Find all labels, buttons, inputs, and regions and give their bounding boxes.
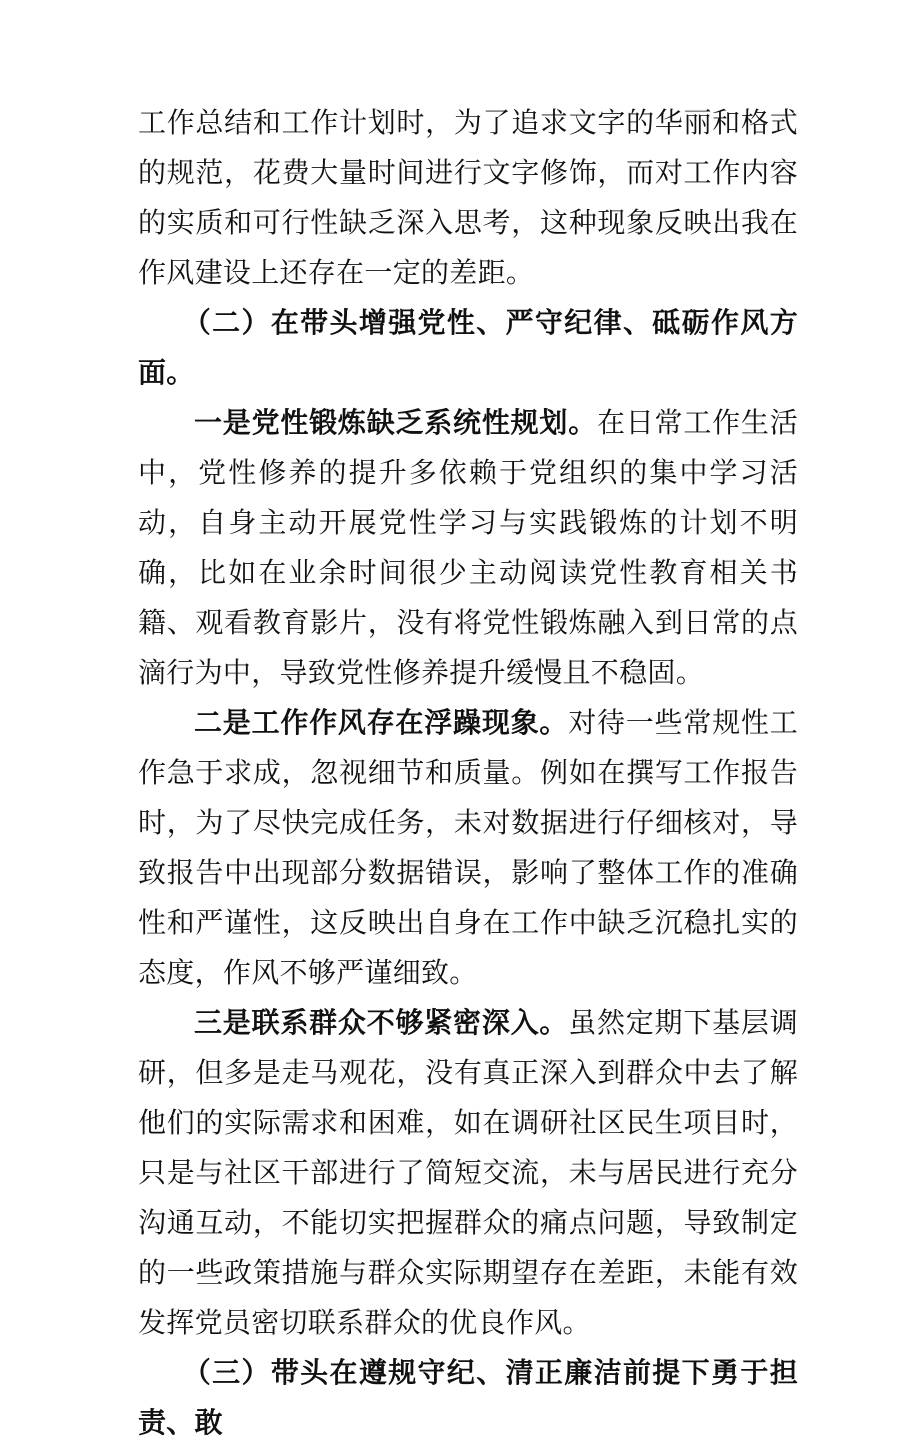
- paragraph-point-1: [138, 398, 798, 698]
- document-body: [138, 98, 798, 1448]
- point-3-lead: 三是联系群众不够紧密深入。: [194, 1006, 569, 1039]
- point-3-body: 虽然定期下基层调研，但多是走马观花，没有真正深入到群众中去了解他们的实际需求和困难，如在调研社区民生项目时，只是与社区干部进行了简短交流，未与居民进行充分沟通互动，不能切实把握群众的痛点问题，导致制定的一些政策措施与群众实际期望存在差距，未能有效发挥党员密切联系群众的优良作风。: [138, 1006, 798, 1339]
- paragraph-point-2: [138, 698, 798, 998]
- section-heading-3: （三）带头在遵规守纪、清正廉洁前提下勇于担责、敢: [138, 1356, 798, 1439]
- paragraph-continuation: 工作总结和工作计划时，为了追求文字的华丽和格式的规范，花费大量时间进行文字修饰，而对工作内容的实质和可行性缺乏深入思考，这种现象反映出我在作风建设上还存在一定的差距。: [138, 106, 798, 289]
- point-2-lead: 二是工作作风存在浮躁现象。: [194, 706, 569, 739]
- point-2-body: 对待一些常规性工作急于求成，忽视细节和质量。例如在撰写工作报告时，为了尽快完成任务，未对数据进行仔细核对，导致报告中出现部分数据错误，影响了整体工作的准确性和严谨性，这反映出自身在工作中缺乏沉稳扎实的态度，作风不够严谨细致。: [138, 706, 798, 989]
- point-1-lead: 一是党性锻炼缺乏系统性规划。: [194, 406, 597, 439]
- section-heading-2: （二）在带头增强党性、严守纪律、砥砺作风方面。: [138, 306, 798, 389]
- point-1-body: 在日常工作生活中，党性修养的提升多依赖于党组织的集中学习活动，自身主动开展党性学习与实践锻炼的计划不明确，比如在业余时间很少主动阅读党性教育相关书籍、观看教育影片，没有将党性锻炼融入到日常的点滴行为中，导致党性修养提升缓慢且不稳固。: [138, 406, 798, 689]
- paragraph-point-3: [138, 998, 798, 1348]
